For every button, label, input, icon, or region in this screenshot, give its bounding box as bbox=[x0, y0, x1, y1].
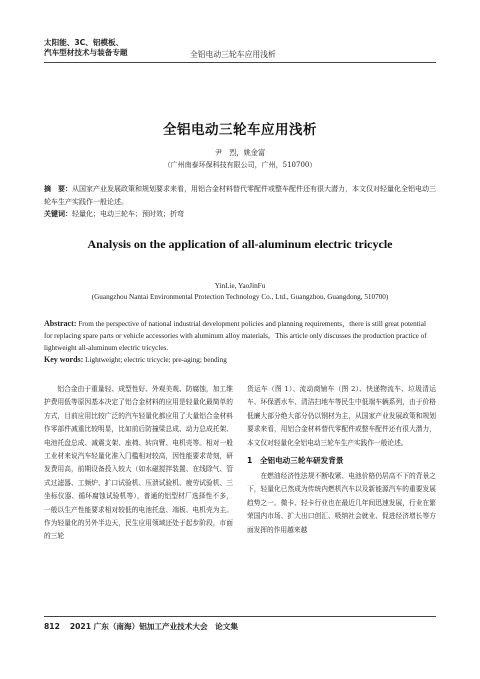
body-column-right bbox=[247, 383, 436, 537]
abstract-en-text: From the perspective of national industrial development policies and planning requirements，there is still great potential for replacing spare parts or vehicle accessories with aluminum alloy materials。This article only discusses the production practice of lightweight all-aluminum electric tricycles. bbox=[44, 320, 427, 352]
authors-cn: 尹 烈，姚金富 bbox=[214, 148, 266, 157]
page-number: 812 bbox=[44, 622, 60, 631]
header-topic-line1: 太阳能、3C、铝模板、 bbox=[44, 38, 124, 47]
body-column-left bbox=[44, 383, 233, 544]
keywords-cn-label: 关键词： bbox=[44, 210, 72, 218]
authors-en: YinLie, YaoJinFu bbox=[214, 282, 266, 290]
conference-name: 2021 广东（南海）铝加工产业技术大会 论文集 bbox=[69, 622, 238, 631]
paper-title-en: Analysis on the application of all-aluminum electric tricycle bbox=[87, 237, 393, 251]
running-title: 全铝电动三轮车应用浅析 bbox=[190, 50, 276, 59]
header-topic-line2: 汽车型材技术与装备专题 bbox=[44, 48, 128, 57]
keywords-en-label: Key words: bbox=[44, 355, 84, 364]
abstract-cn bbox=[44, 183, 436, 208]
keywords-cn bbox=[44, 209, 436, 220]
keywords-en bbox=[44, 354, 436, 366]
intro-paragraph-continued: 货运车（图 1）、流动商铺车（图 2）、快递物流车、垃圾清运车、环保洒水车、清洁扫地车等民生中低端车辆系列，由于价格低廉大部分绝大部分仍以钢材为主，从国家产业发展政策和规划要求来看，用铝合金材料替代零配件或整车配件还有很大潜力，本文仅对轻量化全铝电动三轮车生产实践作一般论述。 bbox=[247, 385, 436, 447]
footer-rule bbox=[44, 616, 436, 617]
page-footer bbox=[44, 621, 238, 632]
abstract-en bbox=[44, 318, 436, 354]
affiliation-en: (Guangzhou Nantai Environmental Protection Technology Co., Ltd., Guangzhou, Guangdong, 510700) bbox=[91, 293, 389, 301]
abstract-cn-text: 从国家产业发展政策和规划要求来看，用铝合金材料替代零配件或整车配件还有很大潜力，本文仅对轻量化全铝电动三轮车生产实践作一般论述。 bbox=[44, 185, 436, 206]
keywords-en-text: Lightweight; electric tricycle; pre-aging; bending bbox=[83, 356, 227, 364]
abstract-en-label: Abstract: bbox=[44, 319, 77, 328]
section-heading-1: 1 全铝电动三轮车研发背景 bbox=[247, 456, 344, 466]
section-1-paragraph: 在燃油经济性法规不断收紧、电池价格仍居高不下的背景之下，轻量化已然成为传统内燃机汽车以及新能源汽车的重要发展趋势之一。微卡、轻卡行业也在最近几年间迅速发展，行业在繁荣国内市场、扩大出口创汇、吸纳社会就业、促进经济增长等方面发挥的作用越来越 bbox=[247, 472, 436, 534]
paper-title-cn: 全铝电动三轮车应用浅析 bbox=[163, 122, 317, 138]
affiliation-cn: （广州南泰环保科技有限公司，广州，510700） bbox=[163, 161, 317, 169]
header-rule bbox=[44, 62, 436, 63]
keywords-cn-text: 轻量化；电动三轮车；预时效；折弯 bbox=[72, 210, 184, 218]
intro-paragraph: 铝合金由于重量轻、成型性好、外观美观、防腐蚀，加工维护费用低等原因基本决定了铝合金材料的应用是轻量化最简单的方式，目前应用比较广泛的汽车轻量化都应用了大量铝合金材料作零部件减重比较明显，比如前后防撞梁总成、动力总成托架、电池托盘总成、减震支架、座椅、转向臂、电机壳等。相对一般工业材来说汽车轻量化准入门槛相对较高，因性能要求苛刻，研发费用高，前期设备投入较大（如水磁搅拌装置、在线除气、管式过滤器、工频炉、扩口试验机、压溃试验机、疲劳试验机、三坐标仪器、循环腐蚀试验机等），普通的铝型材厂选择性不多，一般以生产性能要求相对较低的电池托盘、端板、电机壳为主。作为轻量化的另外半边天，民生应用领域还处于起步阶段，市面的三轮 bbox=[44, 385, 233, 541]
abstract-cn-label: 摘 要： bbox=[44, 185, 72, 193]
header-topic bbox=[44, 38, 128, 58]
